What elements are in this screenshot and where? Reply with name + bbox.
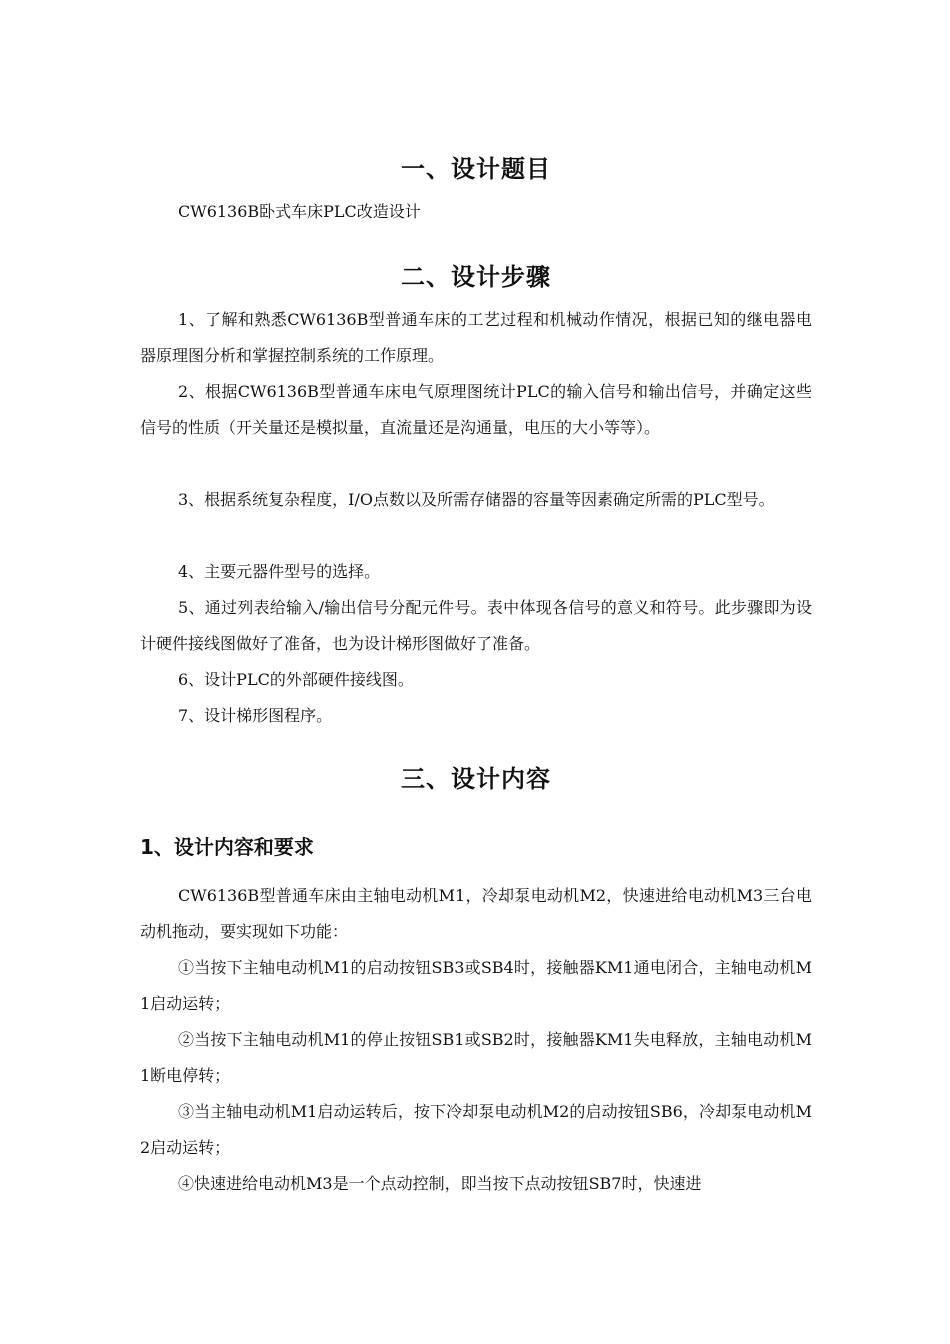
step-4: 4、主要元器件型号的选择。 (178, 562, 381, 581)
step-6: 6、设计PLC的外部硬件接线图。 (178, 670, 414, 689)
section-title-design-steps: 二、设计步骤 (401, 263, 551, 291)
step-5: 5、通过列表给输入/输出信号分配元件号。表中体现各信号的意义和符号。此步骤即为设计硬件接线图做好了准备，也为设计梯形图做好了准备。 (140, 598, 812, 653)
step-2: 2、根据CW6136B型普通车床电气原理图统计PLC的输入信号和输出信号，并确定这些信号的性质（开关量还是模拟量，直流量还是沟通量，电压的大小等等）。 (140, 382, 812, 437)
section-title-design-content: 三、设计内容 (401, 765, 551, 793)
function-4: ④快速进给电动机M3是一个点动控制，即当按下点动按钮SB7时，快速进 (178, 1174, 702, 1193)
function-3: ③当主轴电动机M1启动运转后，按下冷却泵电动机M2的启动按钮SB6，冷却泵电动机M2启动运转； (140, 1102, 812, 1157)
function-2: ②当按下主轴电动机M1的停止按钮SB1或SB2时，接触器KM1失电释放，主轴电动机M1断电停转； (140, 1030, 812, 1085)
step-1: 1、了解和熟悉CW6136B型普通车床的工艺过程和机械动作情况，根据已知的继电器电器原理图分析和掌握控制系统的工作原理。 (140, 310, 812, 365)
step-3: 3、根据系统复杂程度，I/O点数以及所需存储器的容量等因素确定所需的PLC型号。 (178, 490, 775, 509)
step-7: 7、设计梯形图程序。 (178, 706, 333, 725)
content-intro: CW6136B型普通车床由主轴电动机M1，冷却泵电动机M2，快速进给电动机M3三台电动机拖动，要实现如下功能： (140, 886, 812, 941)
design-topic-text: CW6136B卧式车床PLC改造设计 (178, 202, 421, 221)
subsection-title-requirements: 1、设计内容和要求 (140, 835, 314, 859)
function-1: ①当按下主轴电动机M1的启动按钮SB3或SB4时，接触器KM1通电闭合，主轴电动机M1启动运转； (140, 958, 812, 1013)
section-title-design-topic: 一、设计题目 (401, 155, 551, 183)
